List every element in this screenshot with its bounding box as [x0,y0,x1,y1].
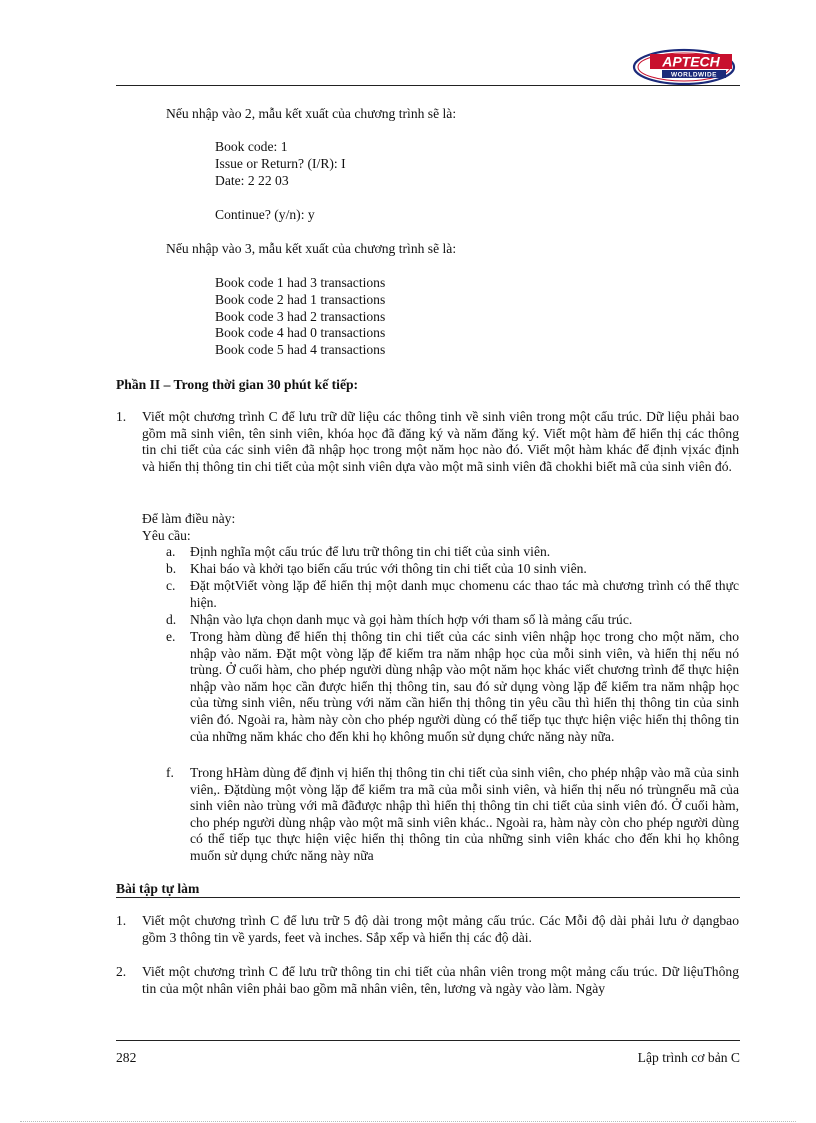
list-number: 1. [116,913,127,928]
sub-item-text: Đặt mộtViết vòng lặp để hiển thị một danh mục chomenu các thao tác mà chương trình có thể thực hiện. [190,578,739,610]
sample-output-line: Date: 2 22 03 [215,173,289,188]
sub-item-letter: a. [166,544,176,559]
sub-item-text: Nhận vào lựa chọn danh mục và gọi hàm thích hợp với tham số là mảng cấu trúc. [190,612,633,627]
header-rule [116,85,740,86]
sample-output-line: Issue or Return? (I/R): I [215,156,346,171]
exercise-text: Viết một chương trình C để lưu trữ 5 độ dài trong một mảng cấu trúc. Các Mỗi độ dài phải lưu ở dạngbao gồm 3 thông tin về yards, feet và inches. Sắp xếp và hiển thị các độ dài. [142,913,739,945]
sample-output-line: Book code: 1 [215,139,288,154]
aptech-logo [632,46,738,86]
sample-output-line: Book code 1 had 3 transactions [215,275,386,290]
sample-output-line: Book code 3 had 2 transactions [215,309,386,324]
sub-item-letter: b. [166,561,177,576]
page-edge [20,1121,796,1122]
sample-output-line: Book code 4 had 0 transactions [215,325,386,340]
section-rule [116,897,740,898]
book-title: Lập trình cơ bản C [637,1050,740,1065]
sub-item-letter: c. [166,578,176,593]
page-number: 282 [116,1050,137,1065]
exercise-text: Viết một chương trình C để lưu trữ dữ liệu các thông tinh về sinh viên trong một cấu trúc. Dữ liệu phải bao gồm mã sinh viên, tên sinh viên, khóa học đã đăng ký và năm đăng ký. Viết một hàm để hiển thị các thông tin chi tiết của các sinh viên đã nhập học trong một năm học nào đó. Viết một hàm khác để định vịxác định và hiển thị thông tin chi tiết của một sinh viên dựa vào một mã sinh viên đã chokhi biết mã của sinh viên đó. [142,409,739,474]
footer-rule [116,1040,740,1041]
exercise-text: Viết một chương trình C để lưu trữ thông tin chi tiết của nhân viên trong một mảng cấu trúc. Dữ liệuThông tin của một nhân viên phải bao gồm mã nhân viên, tên, lương và ngày vào làm. Ngày [142,964,739,996]
sub-item-letter: d. [166,612,177,627]
sub-item-text: Trong hHàm dùng để định vị hiển thị thông tin chi tiết của sinh viên, cho phép nhập vào mã của sinh viên,. Đặtdùng một vòng lặp để kiểm tra mã của mỗi sinh viên, và hiển thị nếu nó trùngnếu mã của sinh viên nào trùng với mã đãđược nhập thì hiển thị thông tin chi tiết của sinh viên đó. Ở cuối hàm, cho phép người dùng nhập vào một mã sinh viên khác.. Ngoài ra, hàm này còn cho phép người dùng có thể tiếp tục thực hiện việc hiển thị thông tin của những sinh viên khác cho đến khi họ không muốn sử dụng chức năng này nữa [190,765,739,863]
intro-option-3: Nếu nhập vào 3, mẫu kết xuất của chương trình sẽ là: [166,241,457,256]
logo-brand-text: APTECH [662,53,720,70]
sub-item-letter: e. [166,629,176,644]
logo-sub-text: WORLDWIDE [670,71,718,79]
list-number: 2. [116,964,127,979]
sample-output-line: Book code 2 had 1 transactions [215,292,386,307]
sub-item-letter: f. [166,765,174,780]
sub-item-text: Khai báo và khởi tạo biến cấu trúc với thông tin chi tiết của 10 sinh viên. [190,561,587,576]
sample-output-line: Book code 5 had 4 transactions [215,342,386,357]
section-heading: Phần II – Trong thời gian 30 phút kế tiếp: [116,377,359,392]
todo-label: Để làm điều này: [142,511,236,526]
sub-item-text: Trong hàm dùng để hiển thị thông tin chi tiết của các sinh viên nhập học trong cho một năm, cho nhập vào năm. Đặt một vòng lặp để kiểm tra năm nhập học của mỗi sinh viên, và hiển thị nếu nó trùng. Ở cuối hàm, cho phép người dùng nhập vào một năm học khác viết chương trình để thực hiện nhập vào năm học cần được hiển thị thông tin, sau đó sử dụng vòng lặp để kiểm tra năm nhập học của từng sinh viên, nếu trùng với năm cần hiển thị thông tin yêu cầu thì hiển thị thông tin của sinh viên đó. Ngoài ra, hàm này còn cho phép người dùng có thể tiếp tục thực hiện việc hiển thị thông tin của những năm khác cho đến khi họ không muốn sử dụng chức năng này nữa. [190,629,739,744]
list-number: 1. [116,409,127,424]
requirements-label: Yêu cầu: [142,528,191,543]
sub-item-text: Định nghĩa một cấu trúc để lưu trữ thông tin chi tiết của sinh viên. [190,544,551,559]
intro-option-2: Nếu nhập vào 2, mẫu kết xuất của chương trình sẽ là: [166,106,457,121]
sample-output-line: Continue? (y/n): y [215,207,315,222]
section-heading: Bài tập tự làm [116,881,200,896]
